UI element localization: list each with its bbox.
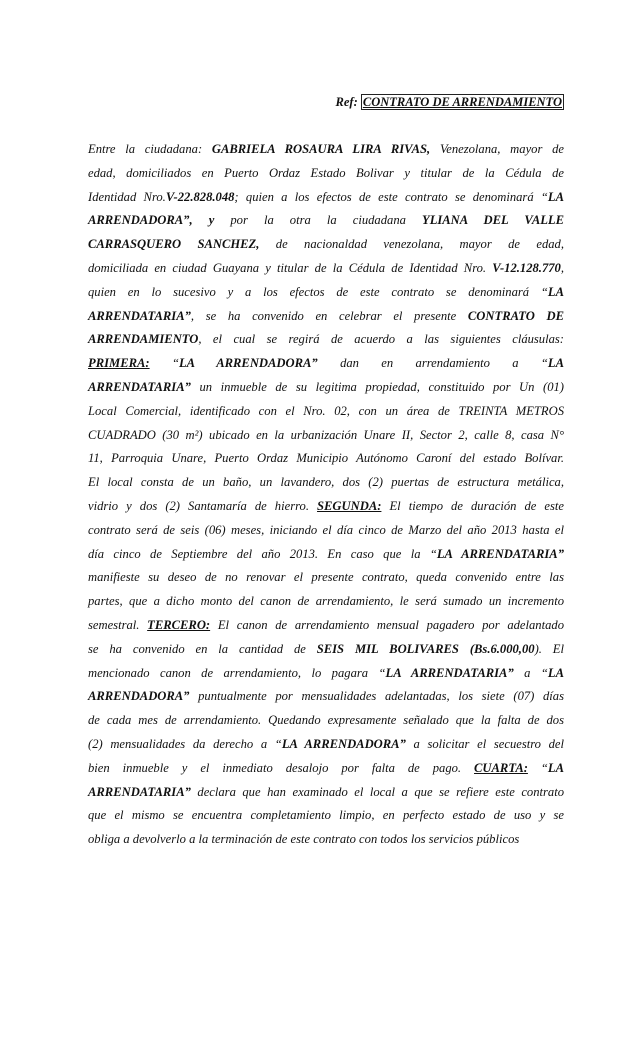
- text-run: vidrio y dos (2) Santamaría de hierro.: [88, 498, 318, 513]
- bold-text: y: [192, 213, 215, 228]
- text-line: [88, 400, 564, 424]
- bold-text: CONTRATO DE: [467, 308, 564, 323]
- reference-header: [336, 93, 564, 111]
- text-line: [88, 424, 564, 448]
- bold-text: ARRENDATARIA”: [88, 308, 191, 323]
- bold-text: LA: [547, 760, 564, 775]
- text-run: que el mismo se encuentra completamiento limpio, en perfecto estado de uso y se: [88, 808, 564, 823]
- text-run: ; quien a los efectos de este contrato se denominará “: [234, 189, 548, 204]
- text-run: a “: [513, 665, 548, 680]
- text-line: [88, 590, 564, 614]
- bold-text: ARRENDAMIENTO: [88, 332, 199, 347]
- text-run: Identidad Nro.: [88, 189, 166, 204]
- text-run: (2) mensualidades da derecho a “: [88, 736, 282, 751]
- text-line: [88, 828, 564, 852]
- bold-text: V-22.828.048: [165, 189, 235, 204]
- text-run: quien en lo sucesivo y a los efectos de este contrato se denominará “: [88, 284, 548, 299]
- text-run: domiciliada en ciudad Guayana y titular de la Cédula de Identidad Nro.: [88, 260, 493, 275]
- bold-text: LA: [547, 189, 564, 204]
- bold-text: ARRENDATARIA”: [88, 379, 191, 394]
- bold-text: LA ARRENDADORA”: [178, 356, 318, 371]
- bold-text: LA: [547, 665, 564, 680]
- text-run: de cada mes de arrendamiento. Quedando expresamente señalado que la falta de dos: [88, 713, 564, 728]
- text-run: por la otra la ciudadana: [214, 213, 422, 228]
- text-line: [88, 495, 564, 519]
- text-line: [88, 328, 564, 352]
- text-run: un inmueble de su legitima propiedad, constituido por Un (01): [190, 379, 564, 394]
- clause-heading: SEGUNDA:: [317, 498, 382, 513]
- text-line: [88, 305, 564, 329]
- text-run: partes, que a dicho monto del canon de arrendamiento, le será sumado un incremento: [88, 594, 564, 609]
- text-run: El tiempo de duración de este: [381, 498, 565, 513]
- text-line: [88, 804, 564, 828]
- text-run: a solicitar el secuestro del: [405, 736, 564, 751]
- text-line: [88, 566, 564, 590]
- text-run: Entre la ciudadana:: [88, 142, 212, 156]
- bold-text: LA: [547, 356, 565, 371]
- bold-text: CARRASQUERO SANCHEZ,: [88, 237, 260, 252]
- text-run: mencionado canon de arrendamiento, lo pagara “: [88, 665, 386, 680]
- text-line: [88, 471, 564, 495]
- bold-text: SEIS MIL BOLIVARES (Bs.6.000,00: [316, 641, 535, 656]
- text-run: puntualmente por mensualidades adelantadas, los siete (07) días: [189, 689, 564, 704]
- text-run: se ha convenido en la cantidad de: [88, 641, 317, 656]
- text-run: de nacionaldad venezolana, mayor de edad,: [259, 237, 564, 252]
- text-line: [88, 186, 564, 210]
- bold-text: GABRIELA ROSAURA LIRA RIVAS,: [211, 142, 431, 156]
- text-run: “: [149, 356, 179, 371]
- text-run: “: [527, 760, 548, 775]
- bold-text: LA ARRENDATARIA”: [436, 546, 565, 561]
- text-line: [88, 685, 564, 709]
- text-run: ,: [560, 260, 564, 275]
- text-run: ). El: [534, 641, 564, 656]
- text-line: [88, 781, 564, 805]
- text-line: [88, 519, 564, 543]
- text-line: [88, 233, 564, 257]
- text-run: , el cual se regirá de acuerdo a las siguientes cláusulas:: [198, 332, 564, 347]
- text-line: [88, 638, 564, 662]
- text-line: [88, 757, 564, 781]
- text-run: El canon de arrendamiento mensual pagadero por adelantado: [210, 617, 564, 632]
- bold-text: LA ARRENDADORA”: [281, 736, 406, 751]
- text-run: El local consta de un baño, un lavandero, dos (2) puertas de estructura metálica,: [88, 475, 564, 490]
- clause-heading: CUARTA:: [474, 760, 528, 775]
- bold-text: ARRENDADORA”,: [88, 213, 193, 228]
- text-line: [88, 162, 564, 186]
- text-run: , se ha convenido en celebrar el presente: [190, 308, 468, 323]
- ref-title: CONTRATO DE ARRENDAMIENTO: [362, 95, 562, 109]
- text-run: edad, domiciliados en Puerto Ordaz Estado Bolivar y titular de la Cédula de: [88, 165, 564, 180]
- text-run: declara que han examinado el local a que se refiere este contrato: [190, 784, 564, 799]
- bold-text: LA ARRENDATARIA”: [385, 665, 514, 680]
- contract-body: [88, 138, 564, 852]
- text-line: [88, 733, 564, 757]
- text-line: [88, 138, 564, 162]
- text-run: CUADRADO (30 m²) ubicado en la urbanización Unare II, Sector 2, calle 8, casa N°: [88, 427, 564, 442]
- text-line: [88, 614, 564, 638]
- clause-heading: PRIMERA:: [88, 356, 150, 371]
- text-line: [88, 709, 564, 733]
- ref-label: Ref:: [335, 95, 358, 109]
- text-run: obliga a devolverlo a la terminación de este contrato con todos los servicios públicos: [88, 832, 520, 847]
- text-run: manifieste su deseo de no renovar el presente contrato, queda convenido entre las: [88, 570, 564, 585]
- text-line: [88, 352, 564, 376]
- text-run: contrato será de seis (06) meses, iniciando el día cinco de Marzo del año 2013 hasta el: [88, 522, 564, 537]
- text-run: día cinco de Septiembre del año 2013. En caso que la “: [88, 546, 437, 561]
- text-line: [88, 447, 564, 471]
- text-run: semestral.: [88, 617, 148, 632]
- bold-text: ARRENDADORA”: [88, 689, 190, 704]
- text-run: Venezolana, mayor de: [430, 142, 564, 156]
- bold-text: YLIANA DEL VALLE: [422, 213, 565, 228]
- text-line: [88, 662, 564, 686]
- text-run: 11, Parroquia Unare, Puerto Ordaz Municipio Autónomo Caroní del estado Bolívar.: [88, 451, 564, 466]
- text-run: Local Comercial, identificado con el Nro. 02, con un área de TREINTA METROS: [88, 403, 564, 418]
- text-line: [88, 209, 564, 233]
- text-line: [88, 376, 564, 400]
- text-run: dan en arrendamiento a “: [317, 356, 548, 371]
- text-run: bien inmueble y el inmediato desalojo por falta de pago.: [88, 760, 475, 775]
- bold-text: V-12.128.770: [492, 260, 561, 275]
- text-line: [88, 257, 564, 281]
- bold-text: ARRENDATARIA”: [88, 784, 191, 799]
- text-line: [88, 281, 564, 305]
- text-line: [88, 543, 564, 567]
- bold-text: LA: [547, 284, 564, 299]
- clause-heading: TERCERO:: [147, 617, 211, 632]
